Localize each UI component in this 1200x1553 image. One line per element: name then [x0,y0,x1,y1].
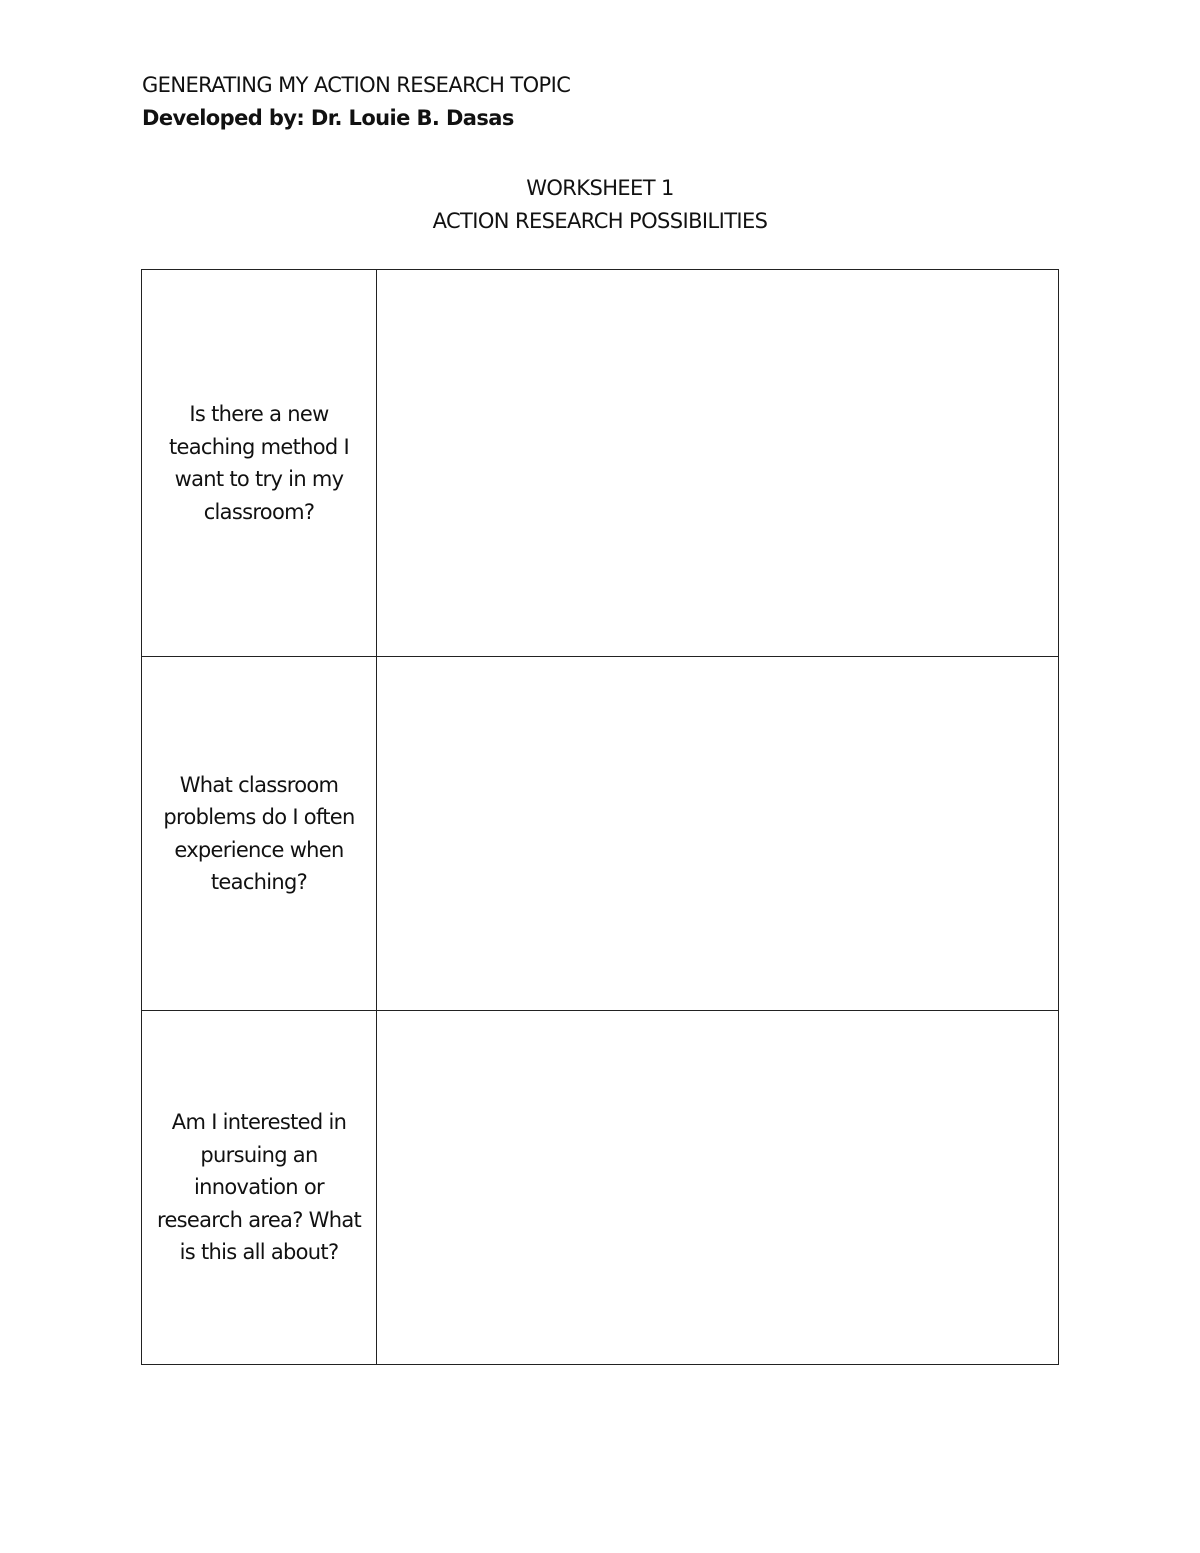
table-row [142,1011,1059,1365]
worksheet-number: WORKSHEET 1 [526,176,674,200]
question-text: Am I interested in pursuing an innovation or research area? What is this all about? [156,1110,362,1265]
question-cell [142,270,377,657]
answer-cell[interactable] [377,1011,1059,1365]
document-title: GENERATING MY ACTION RESEARCH TOPIC [142,73,571,97]
question-text: What classroom problems do I often experience when teaching? [163,772,355,894]
question-cell [142,1011,377,1365]
answer-cell[interactable] [377,270,1059,657]
answer-cell[interactable] [377,657,1059,1011]
document-author: Developed by: Dr. Louie B. Dasas [142,106,514,130]
question-cell [142,657,377,1011]
table-row [142,270,1059,657]
worksheet-subtitle: ACTION RESEARCH POSSIBILITIES [432,209,768,233]
table-row [142,657,1059,1011]
question-text: Is there a new teaching method I want to try in my classroom? [168,402,350,524]
possibilities-table [141,269,1059,1365]
